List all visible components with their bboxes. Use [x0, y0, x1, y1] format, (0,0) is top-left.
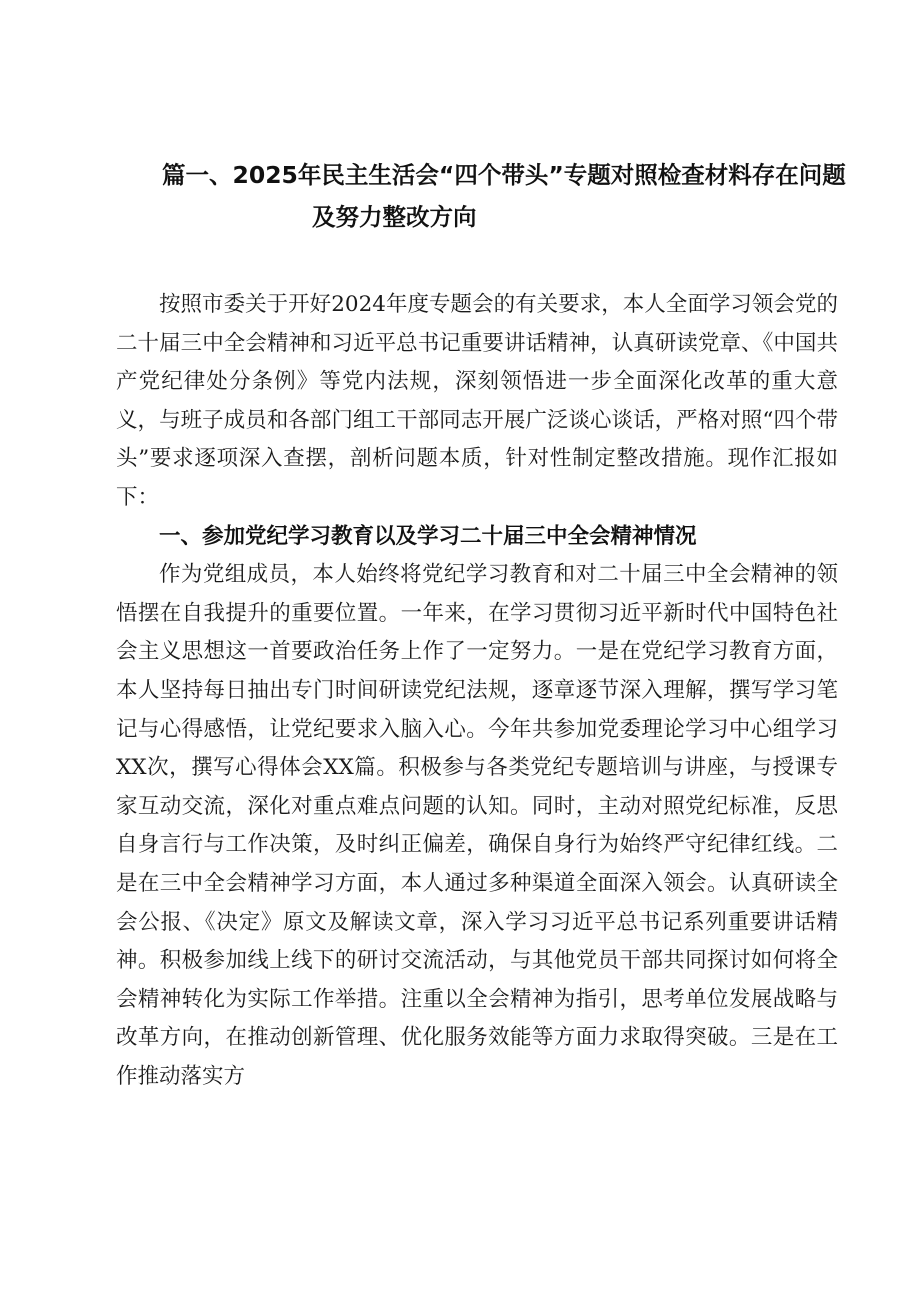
section-1-heading: 一、参加党纪学习教育以及学习二十届三中全会精神情况 — [159, 523, 697, 549]
title-line-2: 及努力整改方向 — [312, 203, 477, 231]
document-body — [116, 286, 838, 1096]
intro-paragraph: 按照市委关于开好2024年度专题会的有关要求，本人全面学习领会党的二十届三中全会精神和习近平总书记重要讲话精神，认真研读党章、《中国共产党纪律处分条例》等党内法规，深刻领悟进一步全面深化改革的重大意义，与班子成员和各部门组工干部同志开展广泛谈心谈话，严格对照“四个带头”要求逐项深入查摆，剖析问题本质，针对性制定整改措施。现作汇报如下： — [116, 292, 838, 510]
section-1-paragraph: 作为党组成员，本人始终将党纪学习教育和对二十届三中全会精神的领悟摆在自我提升的重要位置。一年来，在学习贯彻习近平新时代中国特色社会主义思想这一首要政治任务上作了一定努力。一是在党纪学习教育方面，本人坚持每日抽出专门时间研读党纪法规，逐章逐节深入理解，撰写学习笔记与心得感悟，让党纪要求入脑入心。今年共参加党委理论学习中心组学习XX次，撰写心得体会XX篇。积极参与各类党纪专题培训与讲座，与授课专家互动交流，深化对重点难点问题的认知。同时，主动对照党纪标准，反思自身言行与工作决策，及时纠正偏差，确保自身行为始终严守纪律红线。二是在三中全会精神学习方面，本人通过多种渠道全面深入领会。认真研读全会公报、《决定》原文及解读文章，深入学习习近平总书记系列重要讲话精神。积极参加线上线下的研讨交流活动，与其他党员干部共同探讨如何将全会精神转化为实际工作举措。注重以全会精神为指引，思考单位发展战略与改革方向，在推动创新管理、优化服务效能等方面力求取得突破。三是在工作推动落实方 — [116, 562, 838, 1089]
document-title — [110, 154, 850, 238]
title-line-1: 篇一、2025年民主生活会“四个带头”专题对照检查材料存在问题 — [162, 161, 846, 189]
